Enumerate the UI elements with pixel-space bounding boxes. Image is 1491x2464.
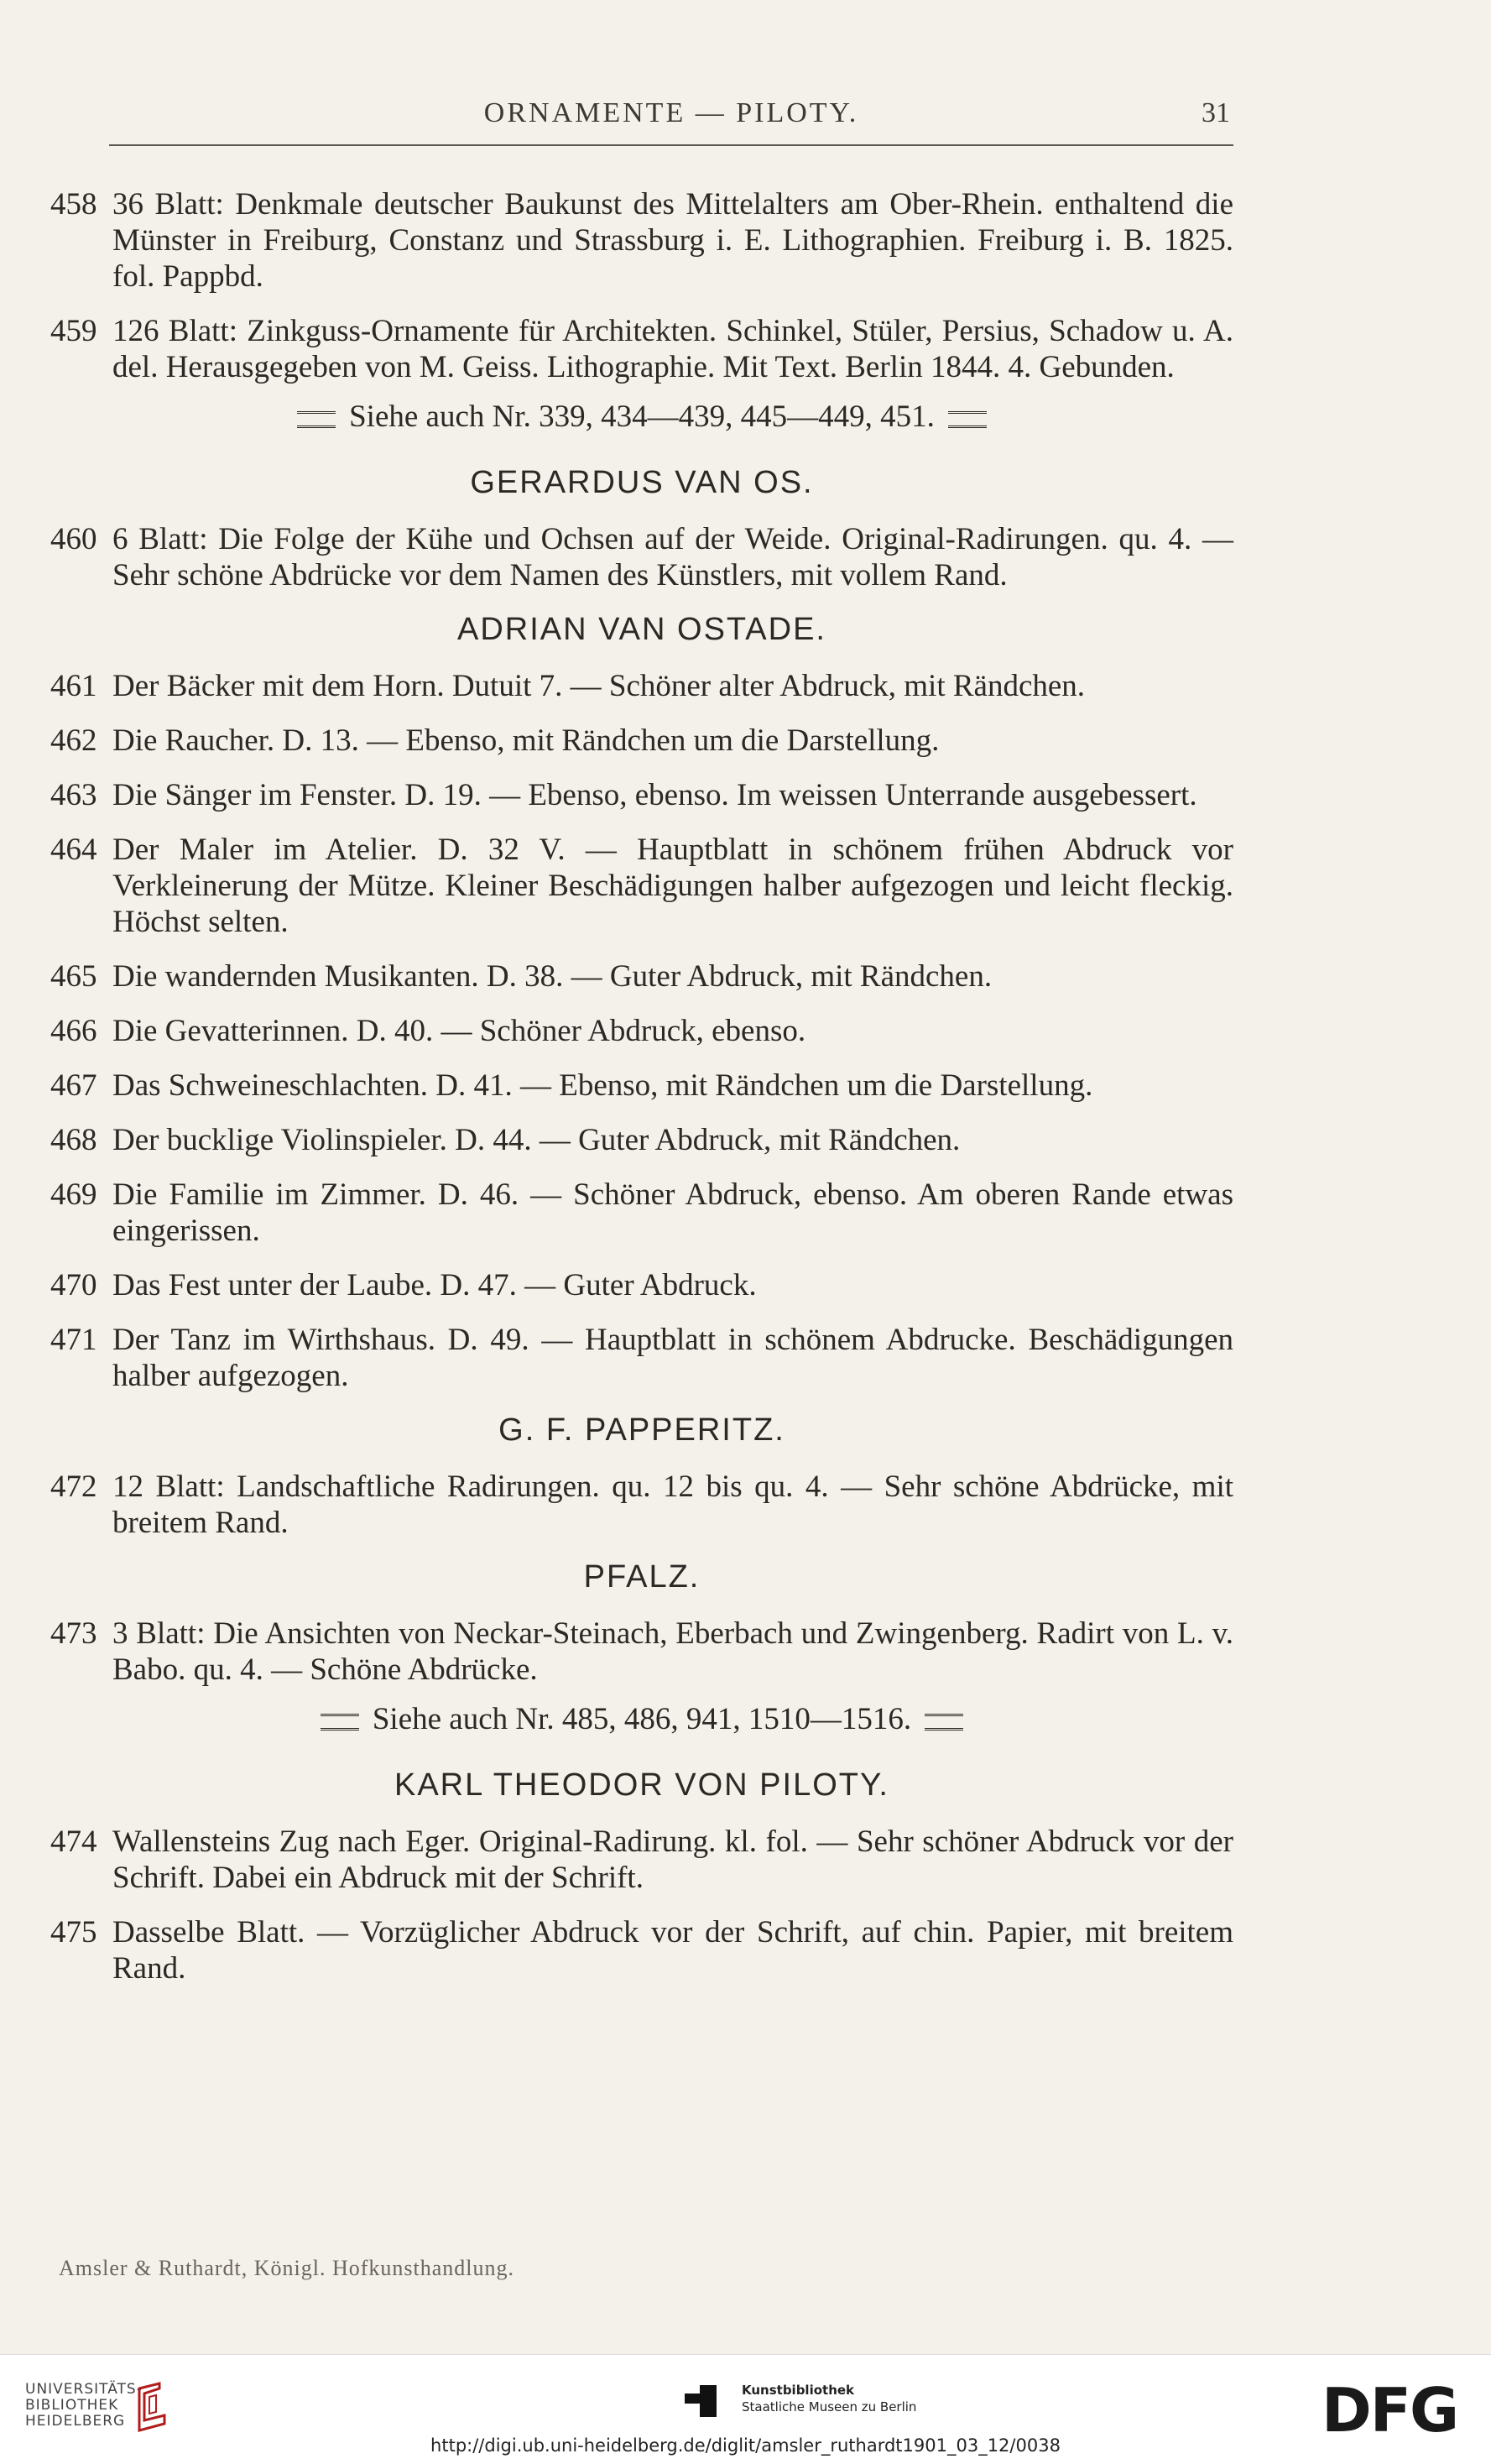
entry-number: 472 <box>50 1470 97 1504</box>
see-also-text: Siehe auch Nr. 339, 434—439, 445—449, 451. <box>349 399 935 434</box>
catalog-entry <box>50 832 1233 940</box>
catalog-entry <box>50 1177 1233 1249</box>
entry-text: Das Fest unter der Laube. D. 47. — Guter Abdruck. <box>112 1268 757 1302</box>
entry-text: Die Familie im Zimmer. D. 46. — Schöner Abdruck, ebenso. Am oberen Rande etwas eingerissen. <box>112 1177 1233 1248</box>
entry-text: 3 Blatt: Die Ansichten von Neckar-Steinach, Eberbach und Zwingenberg. Radirt von L. v. Babo. qu. 4. — Schöne Abdrücke. <box>112 1616 1233 1687</box>
catalog-entry <box>50 1322 1233 1394</box>
see-also-reference <box>50 1701 1233 1737</box>
entry-text: 12 Blatt: Landschaftliche Radirungen. qu. 12 bis qu. 4. — Sehr schöne Abdrücke, mit breitem Rand. <box>112 1470 1233 1540</box>
entry-number: 473 <box>50 1616 97 1651</box>
source-url[interactable]: http://digi.ub.uni-heidelberg.de/diglit/amsler_ruthardt1901_03_12/0038 <box>430 2435 1061 2456</box>
artist-heading: KARL THEODOR VON PILOTY. <box>394 1767 889 1803</box>
artist-heading: ADRIAN VAN OSTADE. <box>457 612 826 647</box>
university-library-logo-text: UNIVERSITÄTS- BIBLIOTHEK HEIDELBERG <box>25 2381 143 2430</box>
catalog-entry <box>50 1013 1233 1049</box>
entry-text: Die Gevatterinnen. D. 40. — Schöner Abdruck, ebenso. <box>112 1014 806 1048</box>
entry-number: 475 <box>50 1915 97 1950</box>
entry-text: Wallensteins Zug nach Eger. Original-Radirung. kl. fol. — Sehr schöner Abdruck vor der Schrift. Dabei ein Abdruck mit der Schrift. <box>112 1825 1233 1895</box>
entry-text: 6 Blatt: Die Folge der Kühe und Ochsen auf der Weide. Original-Radirungen. qu. 4. — Sehr schöne Abdrücke vor dem Namen des Künstlers, mit vollem Rand. <box>112 522 1233 593</box>
entry-number: 463 <box>50 778 97 812</box>
kunstbibliothek-logo-icon <box>681 2382 720 2420</box>
catalog-entry <box>50 1122 1233 1158</box>
entry-text: Der Bäcker mit dem Horn. Dutuit 7. — Schöner alter Abdruck, mit Rändchen. <box>112 669 1086 703</box>
catalog-entries <box>50 186 1233 2005</box>
entry-number: 468 <box>50 1123 97 1157</box>
entry-text: Die Raucher. D. 13. — Ebenso, mit Rändchen um die Darstellung. <box>112 723 940 758</box>
catalog-entry <box>50 1068 1233 1104</box>
running-header <box>109 94 1233 146</box>
artist-heading: PFALZ. <box>583 1559 701 1595</box>
artist-heading: G. F. PAPPERITZ. <box>498 1412 785 1448</box>
entry-number: 466 <box>50 1014 97 1048</box>
catalog-entry <box>50 668 1233 704</box>
entry-text: Die Sänger im Fenster. D. 19. — Ebenso, ebenso. Im weissen Unterrande ausgebessert. <box>112 778 1197 812</box>
entry-number: 462 <box>50 723 97 758</box>
catalog-entry <box>50 313 1233 385</box>
entry-text: 126 Blatt: Zinkguss-Ornamente für Architekten. Schinkel, Stüler, Persius, Schadow u. A. del. Herausgegeben von M. Geiss. Lithographie. Mit Text. Berlin 1844. 4. Gebunden. <box>112 314 1233 384</box>
catalog-entry <box>50 521 1233 593</box>
entry-number: 459 <box>50 314 97 348</box>
dfg-logo: DFG <box>1322 2375 1458 2446</box>
university-library-logo-icon <box>134 2382 169 2434</box>
double-rule-mark <box>925 1714 963 1731</box>
entry-number: 467 <box>50 1068 97 1103</box>
entry-text: Die wandernden Musikanten. D. 38. — Guter Abdruck, mit Rändchen. <box>112 959 993 994</box>
see-also-text: Siehe auch Nr. 485, 486, 941, 1510—1516. <box>372 1702 912 1736</box>
entry-text: Der bucklige Violinspieler. D. 44. — Guter Abdruck, mit Rändchen. <box>112 1123 961 1157</box>
catalog-entry <box>50 1267 1233 1303</box>
kunstbibliothek-logo-text: Kunstbibliothek Staatliche Museen zu Berlin <box>742 2383 917 2414</box>
publisher-note: Amsler & Ruthardt, Königl. Hofkunsthandlung. <box>59 2256 515 2280</box>
entry-text: Der Maler im Atelier. D. 32 V. — Hauptblatt in schönem frühen Abdruck vor Verkleinerung der Mütze. Kleiner Beschädigungen halber aufgezogen und leicht fleckig. Höchst selten. <box>112 833 1233 939</box>
entry-text: 36 Blatt: Denkmale deutscher Baukunst des Mittelalters am Ober-Rhein. enthaltend die Münster in Freiburg, Constanz und Strassburg i. E. Lithographien. Freiburg i. B. 1825. fol. Pappbd. <box>112 187 1233 294</box>
entry-number: 458 <box>50 187 97 222</box>
entry-number: 460 <box>50 522 97 556</box>
catalog-entry <box>50 1824 1233 1896</box>
double-rule-mark <box>321 1714 359 1731</box>
catalog-entry <box>50 1914 1233 1986</box>
entry-text: Dasselbe Blatt. — Vorzüglicher Abdruck vor der Schrift, auf chin. Papier, mit breitem Rand. <box>112 1915 1233 1986</box>
catalog-entry <box>50 1616 1233 1688</box>
catalog-entry <box>50 186 1233 295</box>
running-title: ORNAMENTE — PILOTY. <box>483 97 859 128</box>
double-rule-mark <box>948 411 987 428</box>
catalog-entry <box>50 958 1233 994</box>
entry-number: 471 <box>50 1323 97 1357</box>
entry-text: Der Tanz im Wirthshaus. D. 49. — Hauptblatt in schönem Abdrucke. Beschädigungen halber aufgezogen. <box>112 1323 1233 1393</box>
entry-number: 464 <box>50 833 97 867</box>
catalog-entry <box>50 1469 1233 1541</box>
entry-number: 469 <box>50 1177 97 1212</box>
catalog-entry <box>50 777 1233 813</box>
entry-number: 474 <box>50 1825 97 1859</box>
see-also-reference <box>50 399 1233 435</box>
page-number: 31 <box>1202 97 1230 128</box>
entry-number: 461 <box>50 669 97 703</box>
catalog-entry <box>50 723 1233 759</box>
artist-heading: GERARDUS VAN OS. <box>470 465 814 500</box>
double-rule-mark <box>297 411 336 428</box>
entry-text: Das Schweineschlachten. D. 41. — Ebenso, mit Rändchen um die Darstellung. <box>112 1068 1093 1103</box>
entry-number: 465 <box>50 959 97 994</box>
entry-number: 470 <box>50 1268 97 1302</box>
